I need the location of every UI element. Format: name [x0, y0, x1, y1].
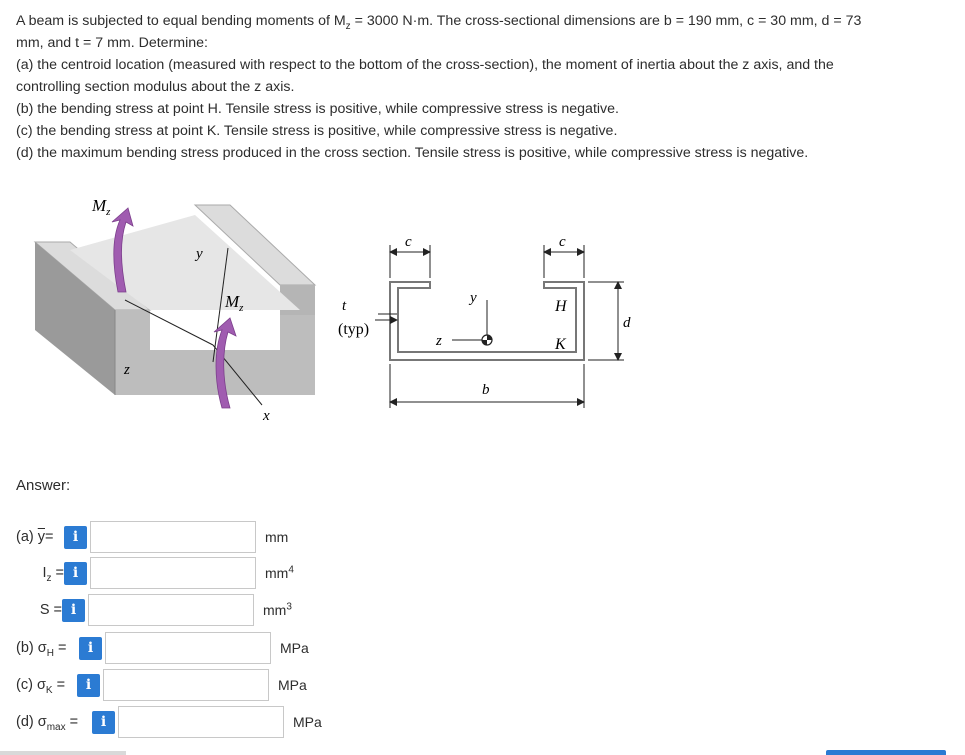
answer-label-iz: $I_z$ =: [42, 565, 64, 584]
info-icon[interactable]: i: [64, 526, 87, 549]
info-icon[interactable]: i: [77, 674, 100, 697]
b-label: b: [482, 382, 490, 398]
problem-part-c: (c) the bending stress at point K. Tensile stress is positive, while compressive stress is negative.: [16, 123, 618, 139]
typ-label: (typ): [338, 321, 370, 338]
iz-unit: $mm^4$: [265, 564, 294, 581]
point-k-label: K: [555, 336, 566, 353]
problem-part-a-line2: controlling section modulus about the z axis.: [16, 79, 295, 95]
info-icon[interactable]: i: [92, 711, 115, 734]
sigma-h-input[interactable]: [105, 632, 271, 664]
answer-label-s: S =: [39, 602, 62, 618]
ybar-unit: mm: [265, 529, 289, 545]
answer-row-sigma-k: [16, 669, 307, 701]
sigma-k-input[interactable]: [103, 669, 269, 701]
beam-figure: [0, 180, 700, 430]
s-input[interactable]: [88, 594, 254, 626]
info-icon[interactable]: i: [79, 637, 102, 660]
s-unit: $mm^3$: [263, 601, 292, 618]
answer-label-sigma-k: (c) $\sigma_K$ =: [16, 677, 66, 696]
z-label-cs: z: [436, 333, 442, 349]
answer-heading: Answer:: [16, 477, 71, 494]
problem-part-b: (b) the bending stress at point H. Tensile stress is positive, while compressive stress is negative.: [16, 101, 619, 117]
t-label: t: [342, 298, 347, 314]
sigma-max-input[interactable]: [118, 706, 284, 738]
answer-row-iz: [16, 557, 294, 589]
answer-row-sigma-max: [16, 706, 322, 738]
answer-row-s: [16, 594, 292, 626]
problem-part-a-line1: (a) the centroid location (measured with respect to the bottom of the cross-section), the moment of inertia about the z axis, and the: [16, 57, 834, 73]
problem-statement: [16, 10, 946, 164]
problem-intro-line2: mm, and t = 7 mm. Determine:: [16, 35, 208, 51]
ybar-input[interactable]: [90, 521, 256, 553]
x-label-3d: x: [263, 408, 270, 424]
sigma-h-unit: MPa: [280, 640, 309, 656]
y-label-cs: y: [470, 290, 477, 306]
answer-label-sigma-max: (d) $\sigma_{max}$ =: [16, 714, 79, 733]
problem-intro: A beam is subjected to equal bending moments of $M_z = 3000$ N·m. The cross-sectional dimensions are b = 190 mm, c = 30 mm, d = 73: [16, 13, 862, 32]
mz-label-mid: $M_z$: [225, 292, 244, 314]
iz-input[interactable]: [90, 557, 256, 589]
c-label-left: c: [405, 234, 412, 250]
mz-label-top: $M_z$: [92, 196, 111, 218]
answer-label-ybar: (a) $\overline{y}=$: [16, 529, 54, 545]
d-label: d: [623, 315, 631, 331]
beam-3d-illustration: [35, 196, 315, 424]
answer-label-sigma-h: (b) $\sigma_H$ =: [16, 640, 67, 659]
c-label-right: c: [559, 234, 566, 250]
point-h-label: H: [555, 298, 567, 315]
submit-button-edge[interactable]: [826, 750, 946, 755]
footer-divider: [0, 751, 126, 755]
info-icon[interactable]: i: [64, 562, 87, 585]
sigma-k-unit: MPa: [278, 677, 307, 693]
sigma-max-unit: MPa: [293, 714, 322, 730]
answer-row-sigma-h: [16, 632, 309, 664]
cross-section-diagram: [338, 234, 631, 408]
info-icon[interactable]: i: [62, 599, 85, 622]
z-label-3d: z: [124, 362, 130, 378]
problem-part-d: (d) the maximum bending stress produced in the cross section. Tensile stress is positive, while compressive stress is negative.: [16, 145, 809, 161]
answer-row-ybar: [16, 521, 288, 553]
y-label-3d: y: [196, 246, 203, 262]
